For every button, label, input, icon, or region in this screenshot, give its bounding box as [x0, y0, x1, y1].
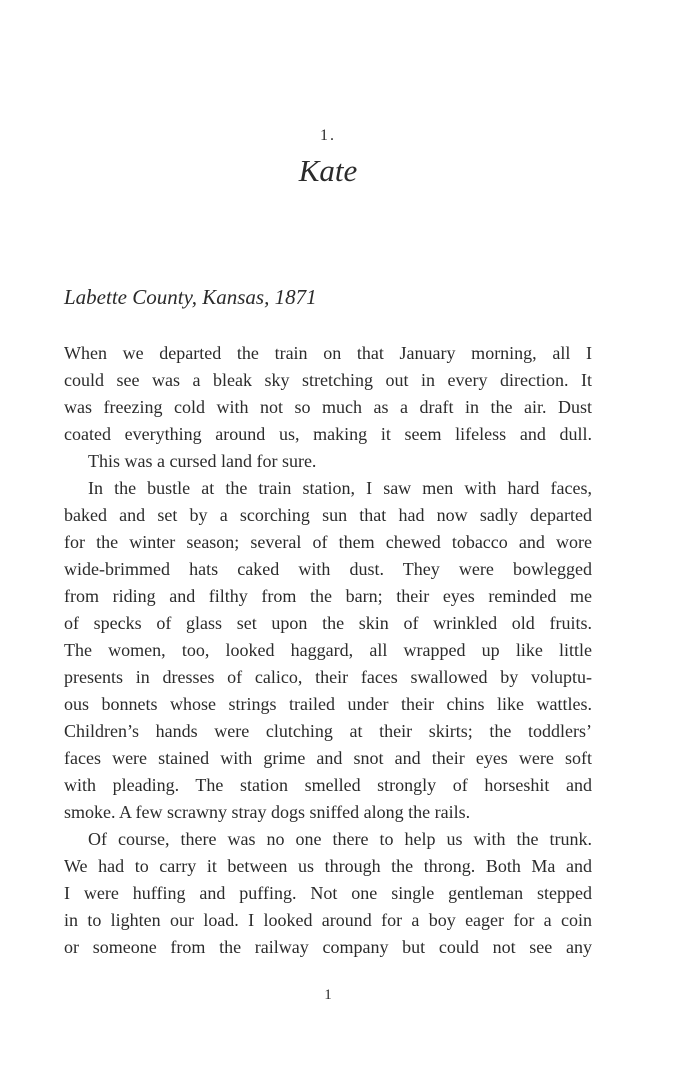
text-line: from riding and filthy from the barn; their eyes reminded me	[64, 586, 592, 606]
text-line: The women, too, looked haggard, all wrapped up like little	[64, 640, 592, 660]
chapter-number: 1.	[320, 127, 336, 144]
text-line: This was a cursed land for sure.	[88, 451, 317, 471]
text-line: for the winter season; several of them chewed tobacco and wore	[64, 532, 592, 552]
text-line: I were huffing and puffing. Not one single gentleman stepped	[64, 883, 592, 903]
text-line: wide-brimmed hats caked with dust. They were bowlegged	[64, 559, 592, 579]
text-line: could see was a bleak sky stretching out in every direction. It	[64, 370, 592, 390]
section-heading: Labette County, Kansas, 1871	[64, 285, 317, 309]
text-line: When we departed the train on that January morning, all I	[64, 343, 592, 363]
text-line: presents in dresses of calico, their faces swallowed by voluptu-	[64, 667, 592, 687]
text-line: in to lighten our load. I looked around for a boy eager for a coin	[64, 910, 592, 930]
text-line: with pleading. The station smelled strongly of horseshit and	[64, 775, 592, 795]
text-line: faces were stained with grime and snot and their eyes were soft	[64, 748, 592, 768]
body-text	[64, 340, 592, 961]
text-line: smoke. A few scrawny stray dogs sniffed along the rails.	[64, 802, 471, 822]
text-line: Of course, there was no one there to help us with the trunk.	[88, 829, 592, 849]
text-line: We had to carry it between us through the throng. Both Ma and	[64, 856, 592, 876]
page-number: 1	[324, 987, 332, 1003]
text-line: of specks of glass set upon the skin of wrinkled old fruits.	[64, 613, 592, 633]
text-line: or someone from the railway company but could not see any	[64, 937, 592, 957]
text-line: coated everything around us, making it seem lifeless and dull.	[64, 424, 592, 444]
text-line: ous bonnets whose strings trailed under their chins like wattles.	[64, 694, 592, 714]
text-line: In the bustle at the train station, I saw men with hard faces,	[88, 478, 592, 498]
text-line: Children’s hands were clutching at their skirts; the toddlers’	[64, 721, 592, 741]
text-line: was freezing cold with not so much as a draft in the air. Dust	[64, 397, 592, 417]
text-line: baked and set by a scorching sun that had now sadly departed	[64, 505, 592, 525]
chapter-title: Kate	[298, 153, 358, 188]
